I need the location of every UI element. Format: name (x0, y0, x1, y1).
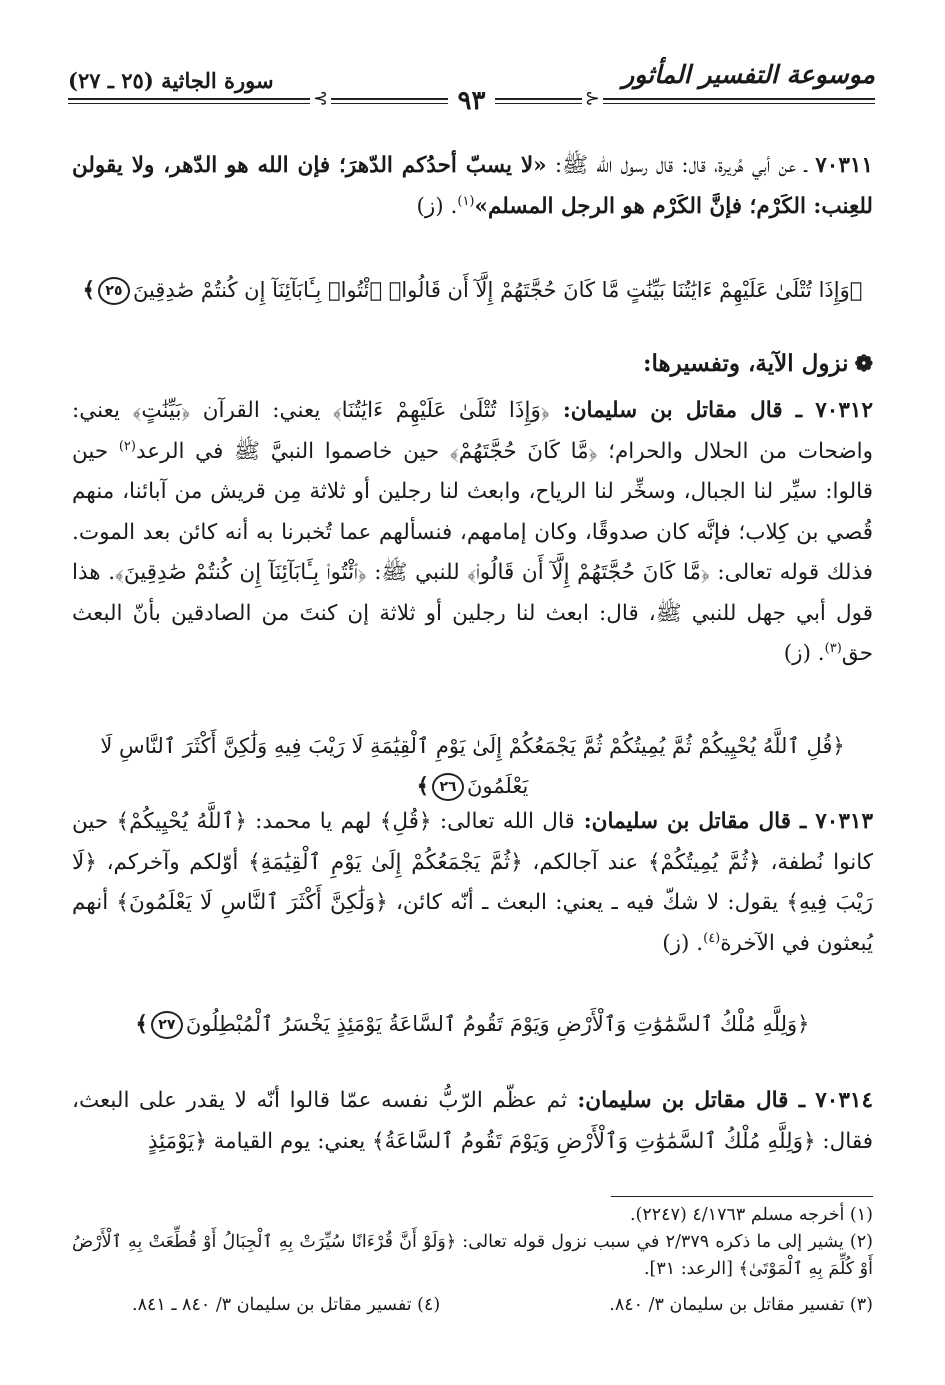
footnote-ref: (٤) (703, 930, 721, 946)
narration-70313 (72, 802, 873, 964)
footnote-2: (٢) يشير إلى ما ذكره ٢/٣٧٩ في سبب نزول قوله تعالى: ﴿وَلَوْ أَنَّ قُرْءَانًا سُيِّرَتْ بِهِ ٱلْجِبَالُ أَوْ قُطِّعَتْ بِهِ ٱلْأَرْضُ أَوْ كُلِّمَ بِهِ ٱلْمَوْتَىٰ﴾ [الرعد: ٣١]. (72, 1232, 873, 1279)
footnote-3: (٣) تفسير مقاتل بن سليمان ٣/ ٨٤٠. (609, 1295, 873, 1315)
section-heading (72, 344, 873, 384)
verse-text: ﴿قُلِ ٱللَّهُ يُحْيِيكُمْ ثُمَّ يُمِيتُكُمْ ثُمَّ يَجْمَعُكُمْ إِلَىٰ يَوْمِ ٱلْقِيَٰمَةِ لَا رَيْبَ فِيهِ وَلَٰكِنَّ أَكْثَرَ ٱلنَّاسِ لَا يَعْلَمُونَ (100, 734, 845, 798)
verse-27 (72, 1004, 873, 1044)
narrator: ـ قال مقاتل بن سليمان: (567, 1088, 816, 1113)
narration-text-cont: حين قالوا: سيِّر لنا الجبال، وسخِّر لنا الرياح، وابعث لنا رجلين أو ثلاثة مِن قريش من آبائنا، منهم قُصي بن كِلاب؛ فإنَّه كان صدوقًا، وكان إمامهم، فنسألهم عما تُخبرنا به أنه كائن بعد الموت. فذلك قوله تعالى: ﴿مَّا كَانَ حُجَّتَهُمْ إِلَّآ أَن قَالُوا۟﴾ للنبي ﷺ: ﴿ٱئْتُوا۟ بِـَٔابَآئِنَآ إِن كُنتُمْ صَٰدِقِينَ﴾. هذا قول أبي جهل للنبي ﷺ، قال: ابعث لنا رجلين أو ثلاثة إن كنتَ من الصادقين بأنّ البعث حق (72, 438, 873, 666)
footnote-ref: (٢) (118, 438, 136, 454)
ornament-icon: ⊱ (310, 88, 331, 109)
footnote-4: (٤) تفسير مقاتل بن سليمان ٣/ ٨٤٠ ـ ٨٤١. (132, 1295, 441, 1315)
running-header (68, 60, 875, 118)
verse-close-bracket: ﴾ (416, 774, 429, 798)
narration-number: ٧٠٣١١ (815, 153, 873, 178)
verse-text: ﴿وَلِلَّهِ مُلْكُ ٱلسَّمَٰوَٰتِ وَٱلْأَرْضِ وَيَوْمَ تَقُومُ ٱلسَّاعَةُ يَوْمَئِذٍ يَخْسَرُ ٱلْمُبْطِلُونَ (185, 1012, 810, 1036)
footnote-separator (611, 1196, 873, 1197)
narration-text: قال الله تعالى: ﴿قُلِ﴾ لهم يا محمد: ﴿ٱللَّهُ يُحْيِيكُمْ﴾ حين كانوا نُطفة، ﴿ثُمَّ يُمِيتُكُمْ﴾ عند آجالكم، ﴿ثُمَّ يَجْمَعُكُمْ إِلَىٰ يَوْمِ ٱلْقِيَٰمَةِ﴾ أوّلكم وآخركم، ﴿لَا رَيْبَ فِيهِ﴾ يقول: لا شكّ فيه ـ يعني: البعث ـ أنّه كائن، ﴿وَلَٰكِنَّ أَكْثَرَ ٱلنَّاسِ لَا يَعْلَمُونَ﴾ أنهم يُبعثون في الآخرة (72, 809, 873, 956)
verse-close-bracket: ﴾ (82, 278, 95, 302)
narration-number: ٧٠٣١٢ (815, 398, 873, 423)
heading-text: نزول الآية، وتفسيرها: (643, 350, 849, 377)
flower-icon: ❁ (854, 351, 873, 377)
verse-close-bracket: ﴾ (135, 1012, 148, 1036)
narration-number: ٧٠٣١٣ (815, 809, 873, 834)
narration-number: ٧٠٣١٤ (815, 1088, 873, 1113)
narration-tail: . (ز) (662, 930, 704, 956)
verse-number-badge: ٢٥ (98, 277, 130, 305)
book-title: موسوعة التفسير المأثور (622, 60, 875, 89)
narration-tail: . (ز) (783, 641, 825, 666)
footnote-ref: (٣) (824, 640, 842, 656)
verse-text: ﴿وَإِذَا تُتْلَىٰ عَلَيْهِمْ ءَايَٰتُنَا بَيِّنَٰتٍ مَّا كَانَ حُجَّتَهُمْ إِلَّآ أَن قَالُوا۟ ٱئْتُوا۟ بِـَٔابَآئِنَآ إِن كُنتُمْ صَٰدِقِينَ (132, 278, 863, 302)
verse-number-badge: ٢٧ (151, 1011, 183, 1039)
narrator: ـ قال مقاتل بن سليمان: (549, 398, 816, 423)
footnote-ref: (١) (457, 193, 475, 209)
footnote-1: (١) أخرجه مسلم ٤/١٧٦٣ (٢٢٤٧). (629, 1205, 873, 1225)
verse-number-badge: ٢٦ (432, 773, 464, 801)
narration-70311 (72, 146, 873, 227)
hadith-text: «لا يسبّ أحدُكم الدّهرَ؛ فإن الله هو الدّهر، ولا يقولن للعِنب: الكَرْم؛ فإنَّ الكَرْم هو الرجل المسلم» (72, 153, 873, 219)
narration-intro: ـ عن أبي هُريرة، قال: قال رسول الله ﷺ: (546, 153, 816, 178)
surah-title: سورة الجاثية (٢٥ ـ ٢٧) (68, 68, 274, 93)
verse-25 (72, 270, 873, 310)
narrator: ـ قال مقاتل بن سليمان: (574, 809, 816, 834)
narration-text: ثم عظّم الرّبُّ نفسه عمّا قالوا أنّه لا يقدر على البعث، فقال: ﴿وَلِلَّهِ مُلْكُ ٱلسَّمَٰوَٰتِ وَٱلْأَرْضِ وَيَوْمَ تَقُومُ ٱلسَّاعَةُ﴾ يعني: يوم القيامة ﴿يَوْمَئِذٍ (72, 1088, 873, 1154)
narration-tail: . (ز) (416, 193, 458, 219)
ornament-icon: ⊰ (582, 88, 603, 109)
page-number: ٩٣ (448, 86, 496, 116)
narration-70312 (72, 391, 873, 675)
narration-text: ﴿وَإِذَا تُتْلَىٰ عَلَيْهِمْ ءَايَٰتُنَا﴾ يعني: القرآن ﴿بَيِّنَٰتٍ﴾ يعني: واضحات من الحلال والحرام؛ ﴿مَّا كَانَ حُجَّتَهُمْ﴾ حين خاصموا النبيَّ ﷺ في الرعد (72, 398, 873, 464)
narration-70314 (72, 1081, 873, 1162)
verse-26 (72, 726, 873, 806)
